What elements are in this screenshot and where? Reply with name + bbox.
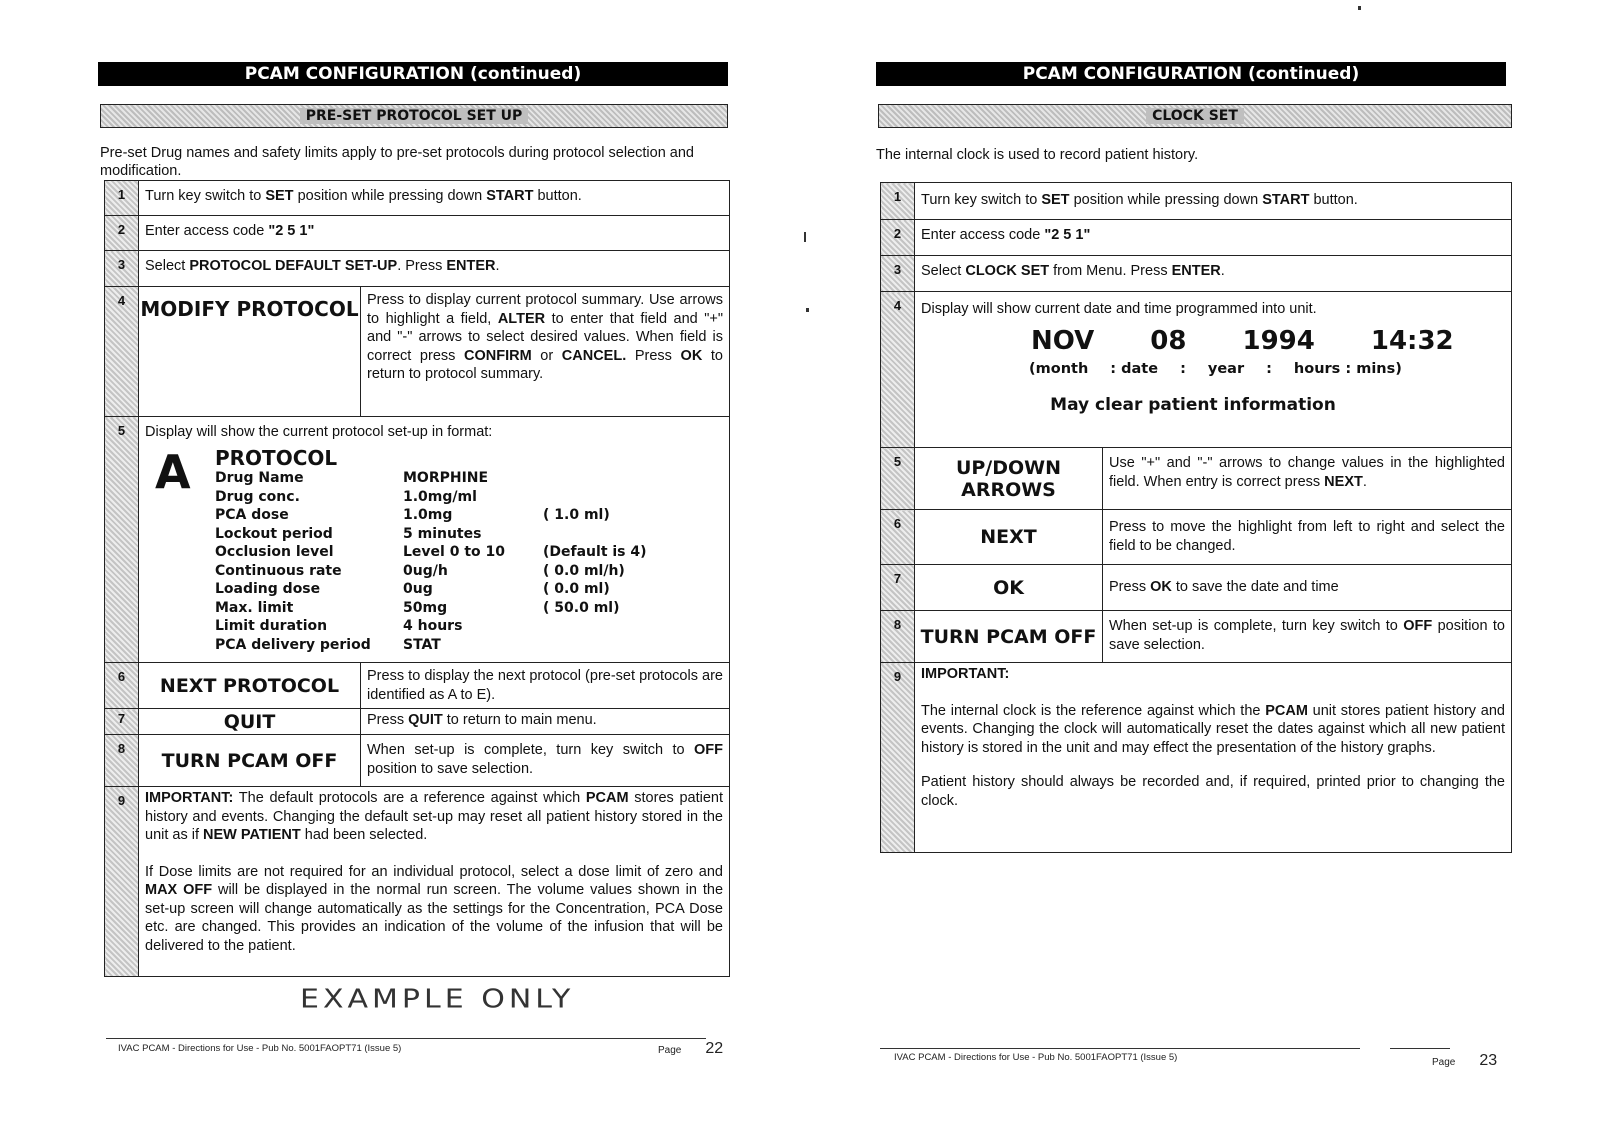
step-row <box>105 287 730 417</box>
quit-description: Press QUIT to return to main menu. <box>361 709 730 735</box>
step-number: 2 <box>881 220 915 256</box>
important-note <box>915 663 1512 853</box>
step-row <box>881 510 1512 565</box>
footer-text: IVAC PCAM - Directions for Use - Pub No. 5001FAOPT71 (Issue 5) <box>894 1052 1178 1063</box>
footer-rule <box>1390 1048 1450 1049</box>
step-text: Enter access code "2 5 1" <box>139 216 730 251</box>
protocol-row: Continuous rate 0ug/h ( 0.0 ml/h) <box>215 562 625 579</box>
step-number: 4 <box>881 292 915 448</box>
next-description: Press to move the highlight from left to right and select the field to be changed. <box>1103 510 1512 565</box>
step-text: Enter access code "2 5 1" <box>915 220 1512 256</box>
step-number: 6 <box>881 510 915 565</box>
turn-pcam-off-description: When set-up is complete, turn key switch to OFF position to save selection. <box>1103 611 1512 663</box>
protocol-row: Lockout period 5 minutes <box>215 525 482 542</box>
protocol-title: PROTOCOL <box>215 446 338 470</box>
dose-limits-paragraph: If Dose limits are not required for an individual protocol, select a dose limit of zero and MAX OFF will be displayed in the normal run screen. The volume values shown in the set-up screen will change automatically as the settings for the Concentration, PCA Dose etc. are changed. This provides an indication of the volume of the infusion that will be delivered to the patient. <box>145 863 724 954</box>
up-down-arrows-description: Use "+" and "-" arrows to change values in the highlighted field. When entry is correct press NEXT. <box>1103 448 1512 510</box>
section-heading-text: CLOCK SET <box>1146 108 1244 124</box>
step-row <box>105 735 730 787</box>
turn-pcam-off-label: TURN PCAM OFF <box>139 735 361 787</box>
step-row <box>105 181 730 216</box>
step-number: 2 <box>105 216 139 251</box>
steps-table <box>104 180 730 977</box>
step-number: 9 <box>105 787 139 977</box>
step-row <box>105 787 730 977</box>
scan-speck <box>1358 6 1361 10</box>
protocol-letter: A <box>155 445 191 499</box>
protocol-row: Drug conc. 1.0mg/ml <box>215 488 477 505</box>
step-number: 3 <box>105 251 139 287</box>
clock-legend: (month : date : year : hours : mins) <box>1029 361 1402 377</box>
section-heading-text: PRE-SET PROTOCOL SET UP <box>300 108 529 124</box>
turn-pcam-off-description: When set-up is complete, turn key switch to OFF position to save selection. <box>361 735 730 787</box>
scan-speck <box>806 308 809 312</box>
scan-speck <box>804 232 806 242</box>
clock-date: 08 <box>1150 326 1187 356</box>
step-row <box>881 565 1512 611</box>
step-text: Select CLOCK SET from Menu. Press ENTER. <box>915 256 1512 292</box>
example-only-watermark: EXAMPLE ONLY <box>300 984 575 1015</box>
step-row <box>105 216 730 251</box>
clock-warning: May clear patient information <box>1050 395 1336 415</box>
step-text: Select PROTOCOL DEFAULT SET-UP. Press ENTER. <box>139 251 730 287</box>
step-number: 9 <box>881 663 915 853</box>
page-title: PCAM CONFIGURATION (continued) <box>98 62 728 86</box>
protocol-row: Max. limit 50mg ( 50.0 ml) <box>215 599 620 616</box>
clock-reference-paragraph: The internal clock is the reference against which the PCAM unit stores patient history and events. Changing the clock will automatically reset the dates against which all new patient history is stored in the unit and may effect the presentation of the history graphs. <box>921 702 1505 756</box>
ok-description: Press OK to save the date and time <box>1103 565 1512 611</box>
quit-label: QUIT <box>139 709 361 735</box>
step-text: Turn key switch to SET position while pressing down START button. <box>139 181 730 216</box>
step-number: 7 <box>105 709 139 735</box>
protocol-row: Limit duration 4 hours <box>215 618 463 634</box>
step-row <box>105 251 730 287</box>
protocol-row: Loading dose 0ug ( 0.0 ml) <box>215 581 610 597</box>
step-text: Turn key switch to SET position while pressing down START button. <box>915 183 1512 220</box>
step-number: 1 <box>105 181 139 216</box>
protocol-display-intro: Display will show the current protocol set-up in format: <box>145 424 493 440</box>
page-number: Page 22 <box>658 1040 724 1057</box>
step-row <box>881 663 1512 853</box>
step-number: 1 <box>881 183 915 220</box>
turn-pcam-off-label: TURN PCAM OFF <box>915 611 1103 663</box>
modify-protocol-description: Press to display current protocol summary. Use arrows to highlight a field, ALTER to enter that field and "+" and "-" arrows to select desired values. When field is correct press CONFIRM or CANCEL. Press OK to return to protocol summary. <box>361 287 730 417</box>
step-row <box>105 709 730 735</box>
intro-text: The internal clock is used to record patient history. <box>876 147 1199 163</box>
footer-rule <box>880 1048 1360 1049</box>
modify-protocol-label: MODIFY PROTOCOL <box>139 287 361 417</box>
next-protocol-label: NEXT PROTOCOL <box>139 663 361 709</box>
step-row <box>881 292 1512 448</box>
step-row <box>881 611 1512 663</box>
clock-time: 14:32 <box>1370 326 1454 356</box>
important-note <box>139 787 730 977</box>
step-number: 5 <box>881 448 915 510</box>
next-label: NEXT <box>915 510 1103 565</box>
clock-display-intro: Display will show current date and time programmed into unit. <box>921 301 1317 317</box>
intro-text: Pre-set Drug names and safety limits apply to pre-set protocols during protocol selection and modification. <box>100 145 694 179</box>
important-paragraph: IMPORTANT: The default protocols are a reference against which PCAM stores patient history and events. Changing the default set-up may reset all patient history stored in the unit as if NEW PATIENT had been selected. <box>145 790 724 843</box>
step-row <box>881 256 1512 292</box>
step-number: 3 <box>881 256 915 292</box>
step-row <box>881 448 1512 510</box>
clock-display <box>915 292 1512 448</box>
step-row <box>881 220 1512 256</box>
page-number: Page 23 <box>1432 1052 1498 1069</box>
next-protocol-description: Press to display the next protocol (pre-set protocols are identified as A to E). <box>361 663 730 709</box>
protocol-display <box>139 417 730 663</box>
step-row <box>105 663 730 709</box>
step-number: 8 <box>881 611 915 663</box>
step-number: 6 <box>105 663 139 709</box>
step-row <box>881 183 1512 220</box>
step-number: 4 <box>105 287 139 417</box>
protocol-row: PCA delivery period STAT <box>215 636 441 653</box>
clock-values <box>1031 326 1505 356</box>
section-heading <box>100 104 728 128</box>
section-heading <box>878 104 1512 128</box>
clock-year: 1994 <box>1242 326 1315 356</box>
protocol-row: Drug Name MORPHINE <box>215 470 489 486</box>
footer-rule <box>106 1038 706 1039</box>
step-number: 8 <box>105 735 139 787</box>
up-down-arrows-label: UP/DOWN ARROWS <box>915 448 1103 510</box>
important-heading: IMPORTANT: <box>921 666 1010 682</box>
protocol-grid <box>215 446 647 654</box>
steps-table <box>880 182 1512 853</box>
protocol-row: Occlusion level Level 0 to 10 (Default is 4) <box>215 544 647 560</box>
protocol-row: PCA dose 1.0mg ( 1.0 ml) <box>215 507 610 523</box>
step-row <box>105 417 730 663</box>
step-number: 5 <box>105 417 139 663</box>
clock-month: NOV <box>1031 326 1095 356</box>
print-history-paragraph: Patient history should always be recorded and, if required, printed prior to changing the clock. <box>921 774 1505 809</box>
protocol-summary <box>145 445 723 654</box>
step-number: 7 <box>881 565 915 611</box>
ok-label: OK <box>915 565 1103 611</box>
footer-text: IVAC PCAM - Directions for Use - Pub No. 5001FAOPT71 (Issue 5) <box>118 1043 402 1054</box>
page-title: PCAM CONFIGURATION (continued) <box>876 62 1506 86</box>
